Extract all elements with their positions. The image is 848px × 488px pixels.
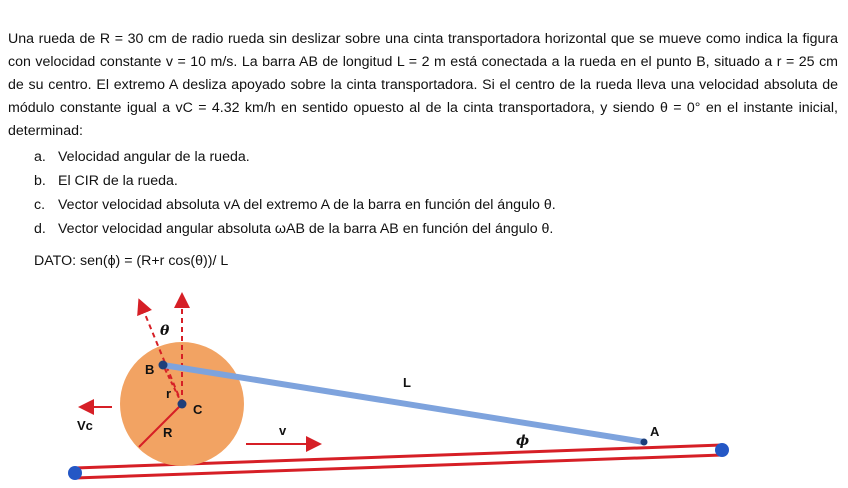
radius-R-label: R bbox=[163, 425, 173, 440]
radius-r-label: r bbox=[166, 386, 172, 401]
item-label: d. bbox=[34, 221, 46, 237]
item-text: Velocidad angular de la rueda. bbox=[58, 149, 250, 165]
length-L-label: L bbox=[403, 375, 411, 390]
point-B bbox=[159, 361, 168, 370]
item-text: El CIR de la rueda. bbox=[58, 173, 178, 189]
phi-label: ϕ bbox=[516, 433, 530, 449]
point-C bbox=[178, 400, 187, 409]
belt-left-roller bbox=[68, 466, 82, 480]
point-C-label: C bbox=[193, 402, 203, 417]
data-formula: DATO: sen(ϕ) = (R+r cos(θ))/ L bbox=[34, 253, 229, 269]
problem-statement: Una rueda de R = 30 cm de radio rueda sin deslizar sobre una cinta transportadora horizontal que se mueve como indica la figura con velocidad constante v = 10 m/s. La barra AB de longitud L = 2 m está conectada a la rueda en el punto B, situado a r = 25 cm de su centro. El extremo A desliza apoyado sobre la cinta transportadora. Si el centro de la rueda lleva una velocidad absoluta de módulo constante igual a vC = 4.32 km/h en sentido opuesto al de la cinta transportadora, y siendo θ = 0° en el instante inicial, determinad: bbox=[8, 31, 838, 139]
point-A bbox=[641, 439, 648, 446]
item-text: Vector velocidad angular absoluta ωAB de la barra AB en función del ángulo θ. bbox=[58, 221, 554, 237]
belt-right-roller bbox=[715, 443, 729, 457]
item-label: b. bbox=[34, 173, 46, 189]
item-label: a. bbox=[34, 149, 46, 165]
vc-label: Vc bbox=[77, 418, 93, 433]
theta-label: θ bbox=[160, 323, 170, 339]
point-B-label: B bbox=[145, 362, 155, 377]
item-text: Vector velocidad absoluta vA del extremo A de la barra en función del ángulo θ. bbox=[58, 197, 556, 213]
point-A-label: A bbox=[650, 424, 660, 439]
item-label: c. bbox=[34, 197, 46, 213]
v-label: v bbox=[279, 423, 287, 438]
